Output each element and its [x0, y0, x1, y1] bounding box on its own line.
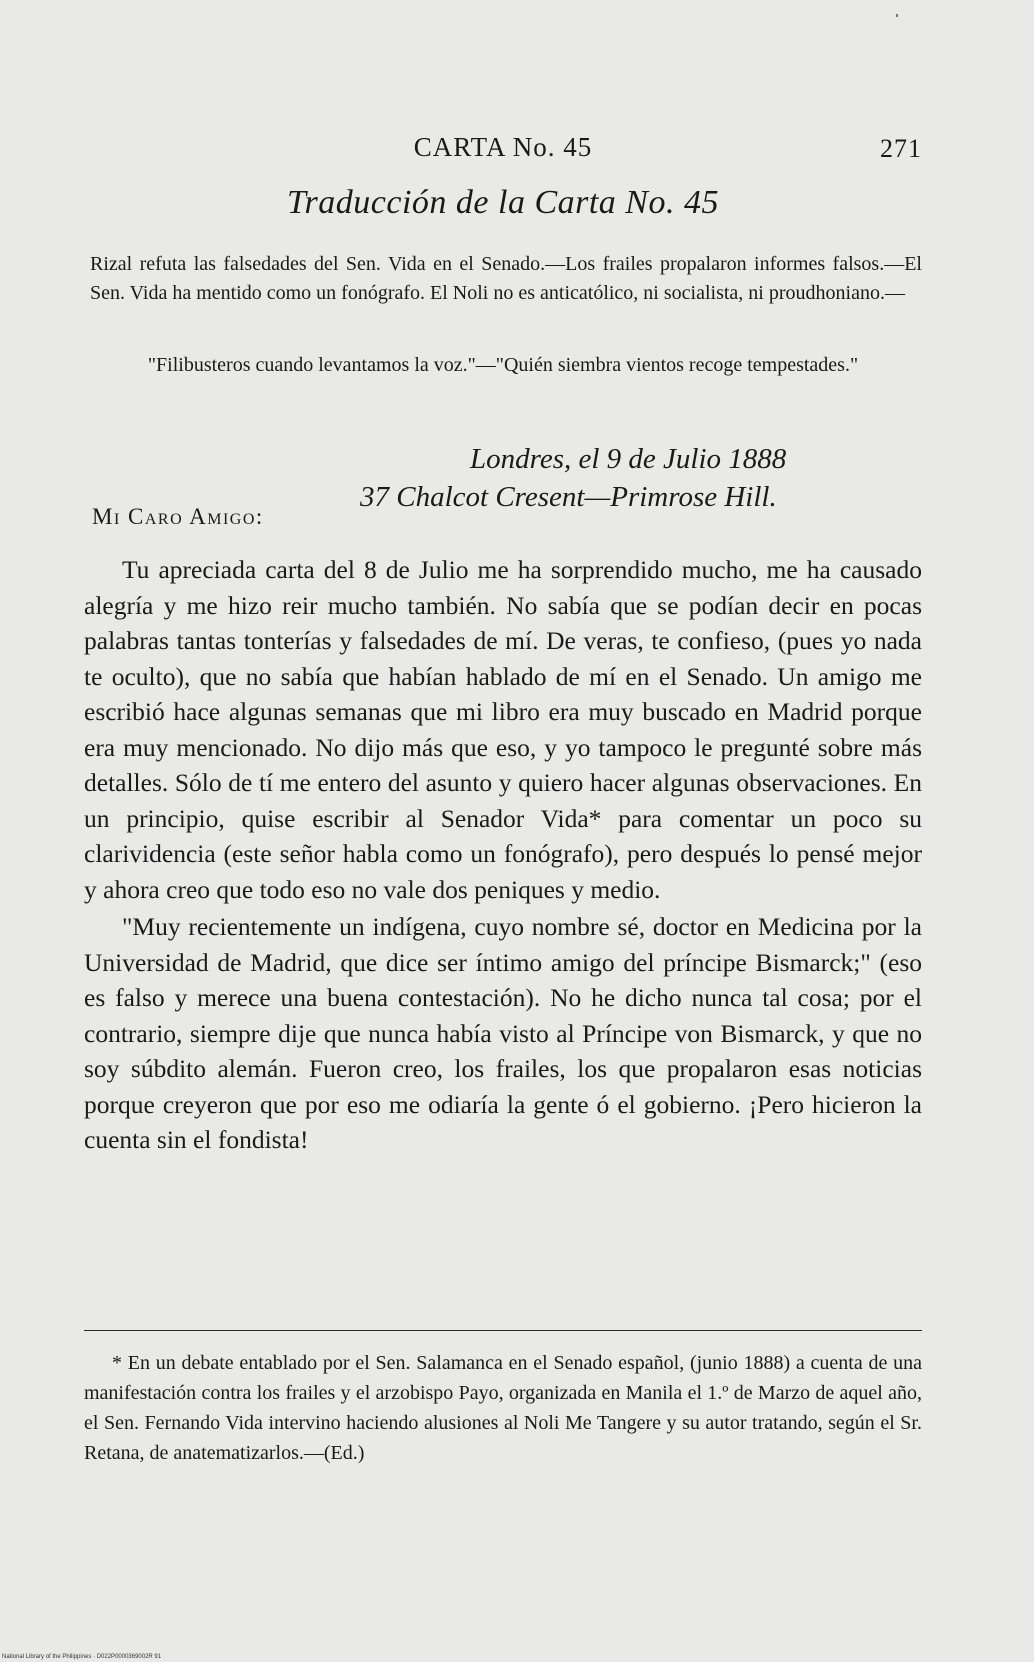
- letter-body: [84, 552, 922, 1158]
- running-head-title: CARTA No. 45: [413, 132, 593, 162]
- summary-quotes: "Filibusteros cuando levantamos la voz."—"Quién siembra vientos recoge tempestades.": [147, 354, 859, 376]
- footnote: [84, 1348, 922, 1468]
- paragraph: "Muy recientemente un indígena, cuyo nombre sé, doctor en Medicina por la Universidad de Madrid, que dice ser íntimo amigo del príncipe Bismarck;" (eso es falso y merece una buena contestación). No he dicho nunca tal cosa; por el contrario, siempre dije que nunca había visto al Príncipe von Bismarck, y que no soy súbdito alemán. Fueron creo, los frailes, los que propalaron esas noticias porque creyeron que por eso me odiaría la gente ó el gobierno. ¡Pero hicieron la cuenta sin el fondista!: [84, 912, 922, 1154]
- page-number: 271: [880, 134, 922, 163]
- footnote-text: * En un debate entablado por el Sen. Salamanca en el Senado español, (junio 1888) a cuenta de una manifestación contra los frailes y el arzobispo Payo, organizada en Manila el 1.º de Marzo de aquel año, el Sen. Fernando Vida intervino haciendo alusiones al Noli Me Tangere y su autor tratando, según el Sr. Retana, de anatematizarlos.—(Ed.): [84, 1352, 922, 1464]
- dateline-address: 37 Chalcot Cresent—Primrose Hill.: [360, 481, 777, 513]
- letter-heading: Traducción de la Carta No. 45: [287, 184, 719, 221]
- dateline-date: Londres, el 9 de Julio 1888: [470, 443, 787, 475]
- paragraph: Tu apreciada carta del 8 de Julio me ha sorprendido mucho, me ha causado alegría y me hizo reir mucho también. No sabía que se podían decir en pocas palabras tantas tonterías y falsedades de mí. De veras, te confieso, (pues yo nada te oculto), que no sabía que habían hablado de mí en el Senado. Un amigo me escribió hace algunas semanas que mi libro era muy buscado en Madrid porque era muy mencionado. No dijo más que eso, y yo tampoco le pregunté sobre más detalles. Sólo de tí me entero del asunto y quiero hacer algunas observaciones. En un principio, quise escribir al Senador Vida* para comentar un poco su clarividencia (este señor habla como un fonógrafo), pero después lo pensé mejor y ahora creo que todo eso no vale dos peniques y medio.: [84, 555, 922, 904]
- salutation: Mi Caro Amigo:: [92, 504, 264, 529]
- running-head: [84, 132, 922, 172]
- scan-speck: [896, 14, 898, 17]
- footnote-divider: [84, 1330, 922, 1331]
- summary-text: Rizal refuta las falsedades del Sen. Vida en el Senado.—Los frailes propalaron informes falsos.—El Sen. Vida ha mentido como un fonógrafo. El Noli no es anticatólico, ni socialista, ni proudhoniano.—: [90, 253, 922, 304]
- library-imprint: National Library of the Philippines · D022P0000369002R 91: [2, 1654, 162, 1660]
- dateline: [360, 440, 922, 516]
